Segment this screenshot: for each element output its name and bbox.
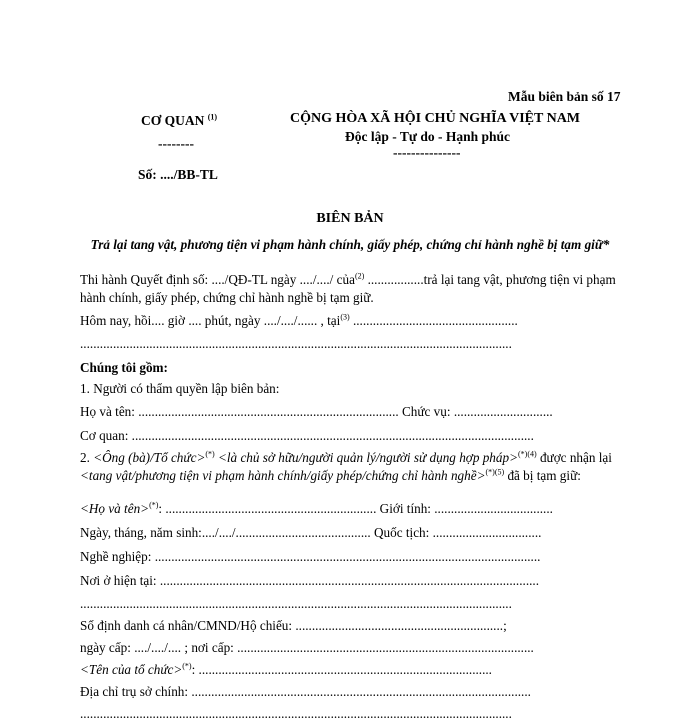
decision-paragraph: Thi hành Quyết định số: ..../QĐ-TL ngày ..../..../ của$^{(2)}$ .................trả lại tang vật, phương tiện vi phạm hành chính, giấy phép, chứng chỉ hành nghề bị tạm giữ. [80,271,616,305]
officer-name-position-line: Họ và tên: ............................................................................... Chức vụ: .............................. [80,404,553,419]
receiver-id-line: Số định danh cá nhân/CMND/Hộ chiếu: ...............................................................; [80,618,507,633]
document-number: Số: ..../BB-TL [138,167,218,182]
receiver-name-gender-line: <Họ và tên>(*): ................................................................ Giới tính: .................................... [80,500,553,516]
receiver-issue-line: ngày cấp: ..../..../.... ; nơi cấp: .......................................................................................... [80,640,534,655]
form-number: Mẫu biên bản số 17 [508,89,621,104]
motto-dashes: --------------- [393,145,461,160]
receiver-address-line: Nơi ở hiện tại: ................................................................................................................... [80,573,540,588]
receiver-address-dots: ................................................................................................................................... [80,596,512,611]
receiver-occupation-line: Nghề nghiệp: ..................................................................................................................... [80,549,541,564]
receiver-dob-nationality-line: Ngày, tháng, năm sinh:..../..../......................................... Quốc tịch: ................................. [80,525,542,540]
agency-label: CƠ QUAN $^{(1)}$ [141,112,218,128]
country-name: CỘNG HÒA XÃ HỘI CHỦ NGHĨA VIỆT NAM [290,111,581,126]
item-1-heading: 1. Người có thẩm quyền lập biên bản: [80,381,280,396]
organization-name-line: <Tên của tổ chức>(*): ......................................................................................... [80,661,492,677]
item-2-paragraph: 2. <Ông (bà)/Tổ chức>(*) <là chủ sở hữu/người quản lý/người sử dụng hợp pháp>$^{(*)(4)}$ được nhận lại <tang vật/phương tiện vi phạm hành chính/giấy phép/chứng chỉ hành nghề>$^{(*)(5)}$ đã bị tạm giữ: [80,449,612,483]
document-subtitle: Trả lại tang vật, phương tiện vi phạm hành chính, giấy phép, chứng chỉ hành nghề bị tạm giữ* [90,237,610,252]
document-title: BIÊN BẢN [316,211,384,226]
officer-agency-line: Cơ quan: .......................................................................................................................... [80,428,534,443]
section-heading: Chúng tôi gồm: [80,360,168,375]
time-place-dots: ................................................................................................................................... [80,336,512,351]
organization-hq-line: Địa chỉ trụ sở chính: ....................................................................................................... [80,684,531,699]
time-place-line: Hôm nay, hồi.... giờ .... phút, ngày ..../..../...... , tại$^{(3)}$ .................................................. [80,312,518,328]
organization-hq-dots: ................................................................................................................................... [80,706,512,721]
agency-dashes: -------- [158,136,194,151]
national-motto: Độc lập - Tự do - Hạnh phúc [345,129,511,144]
